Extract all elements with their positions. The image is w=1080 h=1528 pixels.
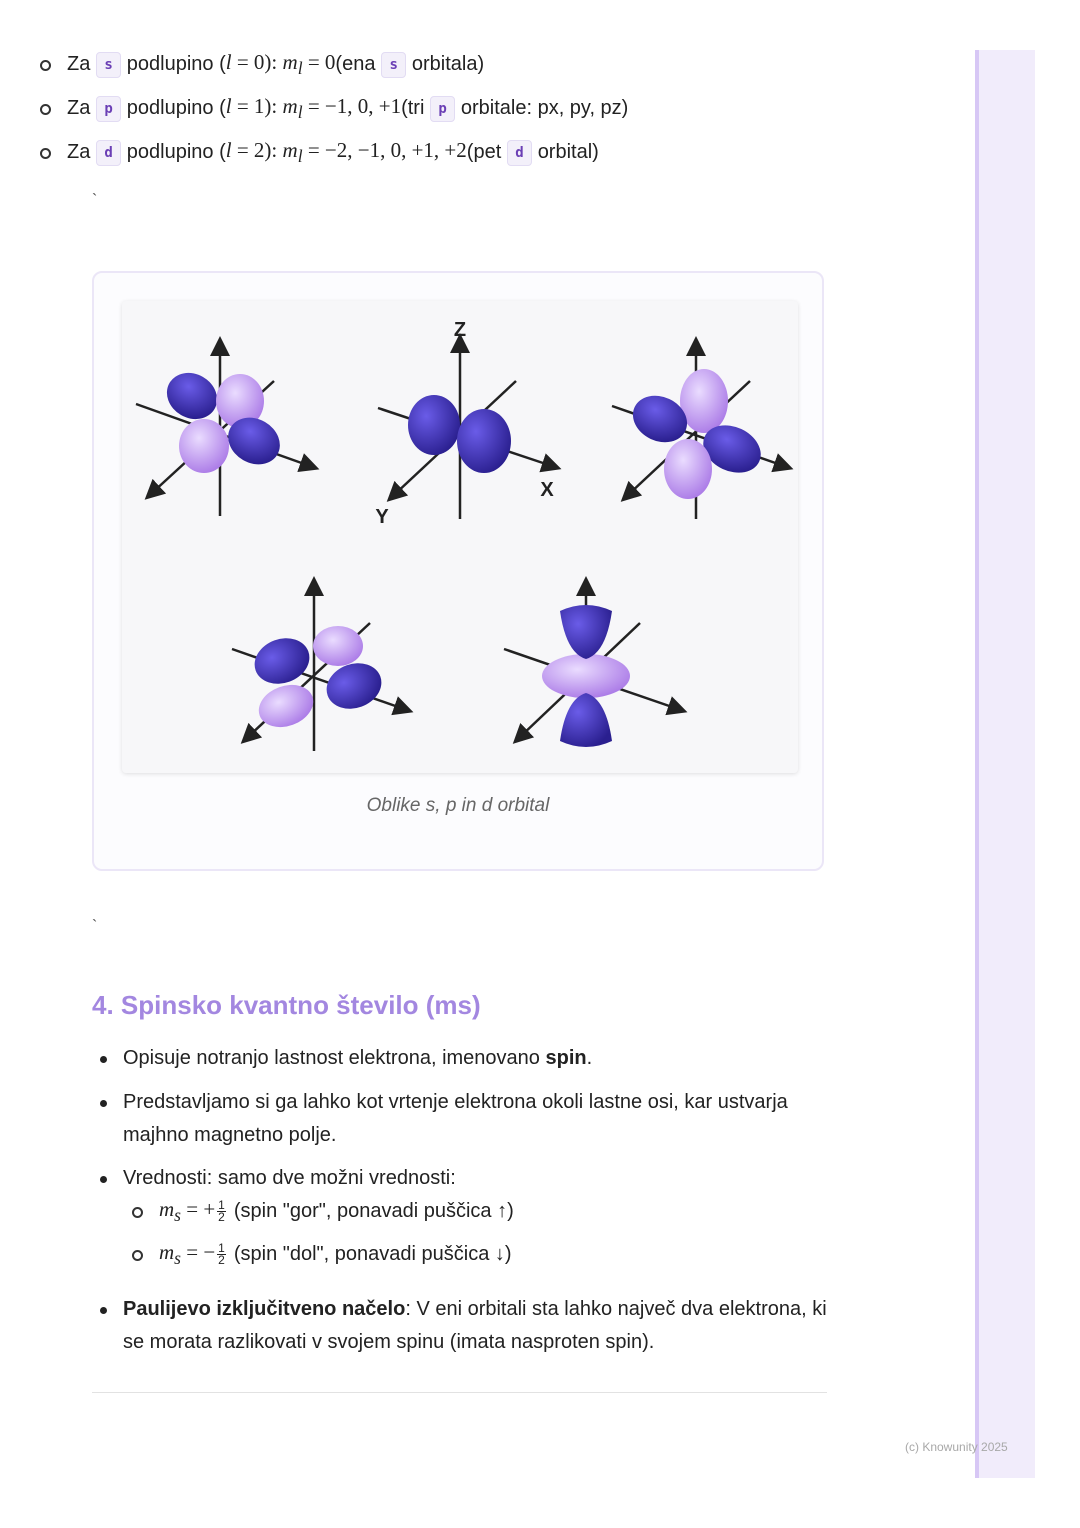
- bullet-ring-icon: [40, 104, 51, 115]
- bullet-dot-icon: [100, 1056, 107, 1063]
- figure-caption: Oblike s, p in d orbital: [366, 795, 550, 816]
- right-sidebar-strip: [975, 50, 1035, 1478]
- copyright-note: (c) Knowunity 2025: [905, 1440, 1008, 1454]
- bullet-ring-icon: [40, 148, 51, 159]
- list-item-pauli: Paulijevo izključitveno načelo: V eni orbitali sta lahko največ dva elektrona, ki se morata razlikovati v svojem spinu (imata nasproten spin).: [100, 1293, 830, 1359]
- bullet-dot-icon: [100, 1176, 107, 1183]
- code-d: d: [96, 140, 120, 166]
- bullet-ring-icon: [132, 1250, 143, 1261]
- orbital-dxz: [612, 346, 784, 519]
- code-p-2: p: [430, 96, 454, 122]
- bullet-dot-icon: [100, 1100, 107, 1107]
- orbital-center-axes: [375, 319, 554, 528]
- code-s: s: [96, 52, 120, 78]
- bullet-dot-icon: [100, 1307, 107, 1314]
- orbital-dz2: [504, 586, 678, 747]
- list-item-spin-rotation: Predstavljamo si ga lahko kot vrtenje elektrona okoli lastne osi, kar ustvarja majhno magnetno polje.: [100, 1086, 830, 1152]
- backtick-mark-2: `: [92, 918, 98, 935]
- list-item-spin-desc: Opisuje notranjo lastnost elektrona, imenovano spin.: [100, 1042, 830, 1075]
- axis-x-label: X: [540, 479, 554, 501]
- list-item-spin-values: Vrednosti: samo dve možni vrednosti:: [100, 1162, 830, 1195]
- fraction-half: $\frac{1}{2}$: [218, 1241, 225, 1268]
- section-divider: [92, 1392, 827, 1393]
- code-d-2: d: [507, 140, 531, 166]
- list-item-d: Za d podlupino ( l = 2): $m_l = -2$, −1, 0, +1, +2 (pet d orbital): [40, 138, 599, 167]
- code-s-2: s: [381, 52, 405, 78]
- section-heading: 4. Spinsko kvantno število (ms): [92, 990, 481, 1020]
- list-item-p: Za p podlupino ( l = 1): $m_l = -1$, 0, +1 (tri p orbitale: px, py, pz): [40, 94, 628, 123]
- fraction-half: $\frac{1}{2}$: [218, 1198, 225, 1225]
- orbital-dx2y2: [232, 586, 404, 751]
- bullet-ring-icon: [132, 1207, 143, 1218]
- list-item-ms-plus: $m_s$ = + $\frac{1}{2}$ (spin "gor", ponavadi puščica ↑): [132, 1197, 514, 1226]
- bullet-ring-icon: [40, 60, 51, 71]
- list-item-ms-minus: $m_s$ = − $\frac{1}{2}$ (spin "dol", ponavadi puščica ↓): [132, 1240, 512, 1269]
- axis-y-label: Y: [375, 506, 389, 528]
- list-item-s: Za s podlupino ( l = 0): $m_l = 0$ (ena s orbitala): [40, 50, 484, 79]
- axis-z-label: Z: [453, 319, 467, 341]
- code-p: p: [96, 96, 120, 122]
- orbitals-illustration: [122, 301, 798, 773]
- backtick-mark: `: [92, 192, 98, 209]
- figure-card: [92, 271, 824, 871]
- d-orbitals-svg: [122, 301, 798, 773]
- orbital-dxy: [136, 346, 310, 516]
